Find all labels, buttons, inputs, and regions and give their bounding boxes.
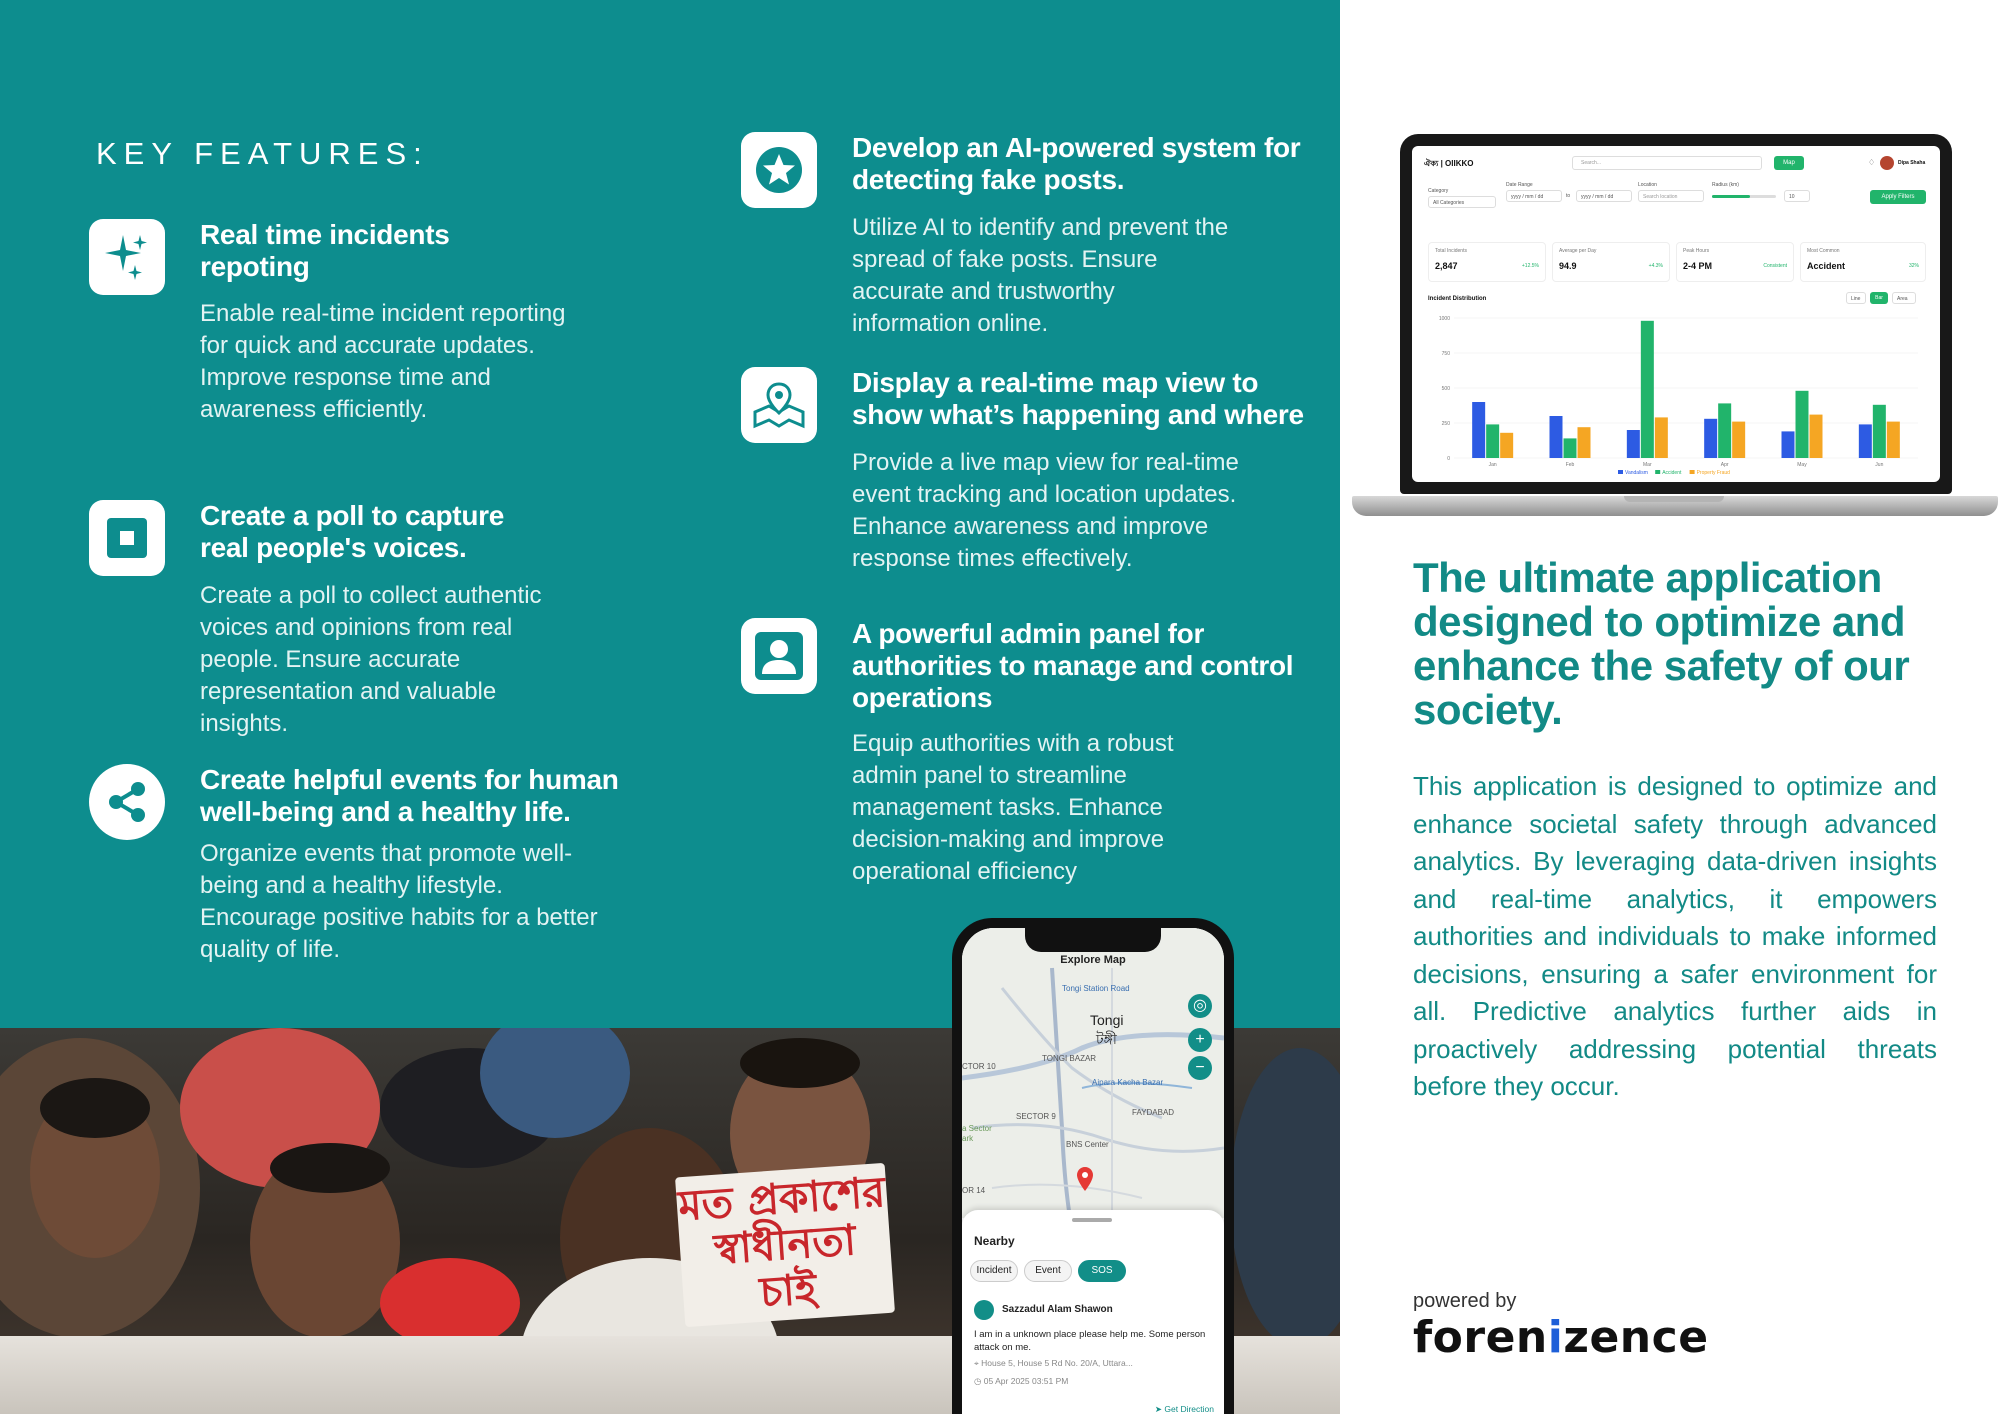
address-text: House 5, House 5 Rd No. 20/A, Uttara... xyxy=(981,1358,1133,1368)
map-label: BNS Center xyxy=(1066,1140,1109,1149)
y-tick-label: 750 xyxy=(1441,351,1450,357)
stat-card xyxy=(1428,242,1546,282)
key-features-title: KEY FEATURES: xyxy=(96,136,429,171)
star-badge-icon xyxy=(741,132,817,208)
chart-tab-area[interactable] xyxy=(1892,292,1916,304)
chart-title: Incident Distribution xyxy=(1428,296,1487,302)
bar-chart-svg xyxy=(1428,310,1926,480)
feature-title: Real time incidents repoting xyxy=(200,219,450,282)
bar-accident xyxy=(1564,438,1577,458)
phone-screen xyxy=(962,928,1224,1414)
bar-vandalism xyxy=(1472,402,1485,458)
avatar xyxy=(974,1300,994,1320)
legend-swatch xyxy=(1690,470,1695,474)
location-placeholder: Search location xyxy=(1643,194,1678,200)
feature-description: Provide a live map view for real-time event tracking and location updates. Enhance awareness and improve response times effectively. xyxy=(852,449,1239,572)
map-label: SECTOR 9 xyxy=(1016,1112,1056,1121)
y-tick-label: 0 xyxy=(1447,456,1450,462)
brand-part: i xyxy=(1547,1312,1564,1363)
post-author: Sazzadul Alam Shawon xyxy=(1002,1304,1113,1315)
bar-property-fraud xyxy=(1732,422,1745,458)
map-pin-icon xyxy=(741,367,817,443)
feature-title: Display a real-time map view to show what’s happening and where xyxy=(852,367,1304,430)
radius-input[interactable] xyxy=(1784,190,1810,202)
zoom-out-icon[interactable]: − xyxy=(1188,1056,1212,1080)
laptop-notch xyxy=(1624,496,1724,502)
y-tick-label: 250 xyxy=(1441,421,1450,427)
bar-property-fraud xyxy=(1810,415,1823,458)
y-tick-label: 1000 xyxy=(1438,316,1450,322)
legend-swatch xyxy=(1618,470,1623,474)
radius-value: 10 xyxy=(1789,194,1795,200)
dashboard-search-input[interactable] xyxy=(1572,156,1762,170)
avatar[interactable] xyxy=(1880,156,1894,170)
x-tick-label: Jun xyxy=(1875,462,1884,468)
date-to-separator: to xyxy=(1566,193,1571,199)
bell-icon[interactable]: ♢ xyxy=(1868,158,1876,167)
map-label: FAYDABAD xyxy=(1132,1108,1175,1117)
map-title: Explore Map xyxy=(1060,954,1126,966)
feature-description: Create a poll to collect authentic voices and opinions from real people. Ensure accurate representation and valuable insights. xyxy=(200,582,542,737)
x-tick-label: Apr xyxy=(1720,462,1729,468)
bar-property-fraud xyxy=(1500,433,1513,458)
feature-description: Enable real-time incident reporting for quick and accurate updates. Improve response time and awareness efficiently. xyxy=(200,300,566,423)
date-range-label: Date Range xyxy=(1506,182,1533,188)
nearby-title: Nearby xyxy=(974,1234,1015,1248)
stat-label: Peak Hours xyxy=(1683,248,1710,254)
user-icon xyxy=(741,618,817,694)
bar-accident xyxy=(1796,391,1809,458)
feature-description: Utilize AI to identify and prevent the spread of fake posts. Ensure accurate and trustworthy information online. xyxy=(852,214,1229,337)
stat-label: Total Incidents xyxy=(1435,248,1467,254)
location-label: Location xyxy=(1638,182,1657,188)
feature-title: Create a poll to capture real people's voices. xyxy=(200,500,504,563)
x-tick-label: Mar xyxy=(1643,462,1652,468)
stat-value: Accident xyxy=(1807,261,1846,271)
bar-accident xyxy=(1486,424,1499,458)
zoom-in-icon[interactable]: + xyxy=(1188,1028,1212,1052)
map-label: টঙ্গী xyxy=(1096,1031,1117,1047)
sheet-grab-handle[interactable] xyxy=(1072,1218,1112,1222)
map-label: Tongi xyxy=(1090,1012,1124,1028)
dashboard-logo: ঐক্য | OIIKKO xyxy=(1424,159,1474,168)
legend-swatch xyxy=(1655,470,1660,474)
date-from-value: yyyy / mm / dd xyxy=(1511,194,1544,200)
feature-title: A powerful admin panel for authorities to manage and control operations xyxy=(852,618,1294,713)
stat-card xyxy=(1800,242,1926,282)
date-to-value: yyyy / mm / dd xyxy=(1581,194,1614,200)
share-icon xyxy=(89,764,165,840)
map-pin-marker-icon[interactable] xyxy=(1076,1166,1094,1192)
dashboard-screen xyxy=(1412,146,1940,482)
bar-accident xyxy=(1641,321,1654,458)
feature-title: Develop an AI-powered system for detecting fake posts. xyxy=(852,132,1301,195)
map-label: Aipara Kacha Bazar xyxy=(1092,1078,1164,1087)
placard-text: মত প্রকাশের স্বাধীনতা চাই xyxy=(676,1166,887,1317)
post-time: ◷ 05 Apr 2025 03:51 PM xyxy=(974,1376,1069,1386)
bar-vandalism xyxy=(1627,430,1640,458)
apply-filters-button[interactable]: Apply Filters xyxy=(1870,190,1926,204)
stat-value: 2-4 PM xyxy=(1683,261,1713,271)
legend-label: Vandalism xyxy=(1625,470,1648,476)
map-label: OR 14 xyxy=(962,1186,986,1195)
powered-by-label: powered by xyxy=(1413,1290,1517,1312)
post-address: ⌖ House 5, House 5 Rd No. 20/A, Uttara... xyxy=(974,1358,1133,1368)
date-from-input[interactable] xyxy=(1506,190,1562,202)
feature-description: Organize events that promote well-being and a healthy lifestyle. Encourage positive habits for a better quality of life. xyxy=(200,840,598,963)
x-tick-label: Feb xyxy=(1565,462,1575,468)
stat-card xyxy=(1552,242,1670,282)
legend-label: Property Fraud xyxy=(1696,470,1730,476)
chip-sos[interactable]: SOS xyxy=(1078,1260,1126,1282)
direction-text: Get Direction xyxy=(1164,1404,1214,1414)
dashboard-user: Dipa Shaha xyxy=(1898,160,1926,166)
bar-vandalism xyxy=(1704,419,1717,458)
location-input[interactable] xyxy=(1638,190,1704,202)
incident-bar-chart xyxy=(1428,310,1926,480)
bar-vandalism xyxy=(1550,416,1563,458)
radius-slider[interactable] xyxy=(1712,195,1776,198)
legend-label: Accident xyxy=(1662,470,1682,476)
headline: The ultimate application designed to optimize and enhance the safety of our society. xyxy=(1413,554,1910,733)
poll-box-icon xyxy=(89,500,165,576)
stat-value: 2,847 xyxy=(1435,261,1458,271)
y-tick-label: 500 xyxy=(1441,386,1450,392)
stat-change: Consistent xyxy=(1763,263,1787,269)
bar-property-fraud xyxy=(1655,417,1668,458)
date-to-input[interactable] xyxy=(1576,190,1632,202)
map-label: ark xyxy=(962,1134,974,1143)
bar-property-fraud xyxy=(1578,427,1591,458)
forenizence-logo xyxy=(1413,1312,1709,1363)
phone-notch xyxy=(1025,928,1161,952)
map-view[interactable] xyxy=(962,928,1224,1218)
nearby-sheet xyxy=(962,1210,1224,1414)
brand-part: foren xyxy=(1413,1312,1548,1363)
map-label: TONGI BAZAR xyxy=(1042,1054,1097,1063)
bar-vandalism xyxy=(1859,424,1872,458)
feature-description: Equip authorities with a robust admin panel to streamline management tasks. Enhance decision-making and improve operational efficiency xyxy=(852,730,1174,885)
stat-label: Average per Day xyxy=(1559,248,1597,254)
x-tick-label: Jan xyxy=(1488,462,1497,468)
tab-label: Line xyxy=(1851,296,1861,302)
phone-mockup xyxy=(952,918,1234,1414)
time-text: 05 Apr 2025 03:51 PM xyxy=(983,1376,1069,1386)
category-label: Category xyxy=(1428,188,1449,194)
search-placeholder: Search... xyxy=(1581,160,1602,166)
body-paragraph: This application is designed to optimize and enhance societal safety through advanced analytics. By leveraging data-driven insights and real-time analytics, it empowers authorities and individuals to make informed decisions, ensuring a safer environment for all. Predictive analytics further aids in proactively addressing potential threats before they occur. xyxy=(1413,771,1937,1101)
stat-change: +4.3% xyxy=(1648,263,1663,269)
map-button[interactable]: Map xyxy=(1774,156,1804,170)
category-select[interactable] xyxy=(1428,196,1496,208)
brand-part: zence xyxy=(1563,1312,1709,1363)
tab-label: Area xyxy=(1897,296,1908,302)
stat-card xyxy=(1676,242,1794,282)
stat-value: 94.9 xyxy=(1559,261,1577,271)
stat-change: +12.5% xyxy=(1521,263,1539,269)
bar-accident xyxy=(1873,405,1886,458)
stat-label: Most Common xyxy=(1807,248,1840,254)
bar-property-fraud xyxy=(1887,422,1900,458)
radius-label: Radius (km) xyxy=(1712,182,1739,188)
map-label: CTOR 10 xyxy=(962,1062,996,1071)
protest-placard xyxy=(675,1163,895,1327)
laptop-mockup xyxy=(1400,134,1952,494)
sparkles-icon xyxy=(89,219,165,295)
chart-tab-bar[interactable]: Bar xyxy=(1870,292,1888,304)
get-direction-link[interactable]: ➤ Get Direction xyxy=(1154,1404,1214,1414)
feature-title: Create helpful events for human well-being and a healthy life. xyxy=(200,764,619,827)
category-value: All Categories xyxy=(1433,200,1465,206)
map-label: Tongi Station Road xyxy=(1062,984,1130,993)
bar-accident xyxy=(1718,403,1731,458)
locate-me-icon[interactable]: ◎ xyxy=(1188,994,1212,1018)
chart-tab-line[interactable] xyxy=(1846,292,1866,304)
post-text: I am in a unknown place please help me. Some person attack on me. xyxy=(974,1329,1206,1353)
x-tick-label: May xyxy=(1797,462,1807,468)
stat-change: 32% xyxy=(1908,263,1919,269)
radius-slider-fill xyxy=(1712,195,1750,198)
chip-incident[interactable]: Incident xyxy=(970,1260,1018,1282)
bar-vandalism xyxy=(1782,431,1795,458)
map-label: a Sector xyxy=(962,1124,992,1133)
laptop-base xyxy=(1352,496,1998,516)
chip-event[interactable]: Event xyxy=(1024,1260,1072,1282)
